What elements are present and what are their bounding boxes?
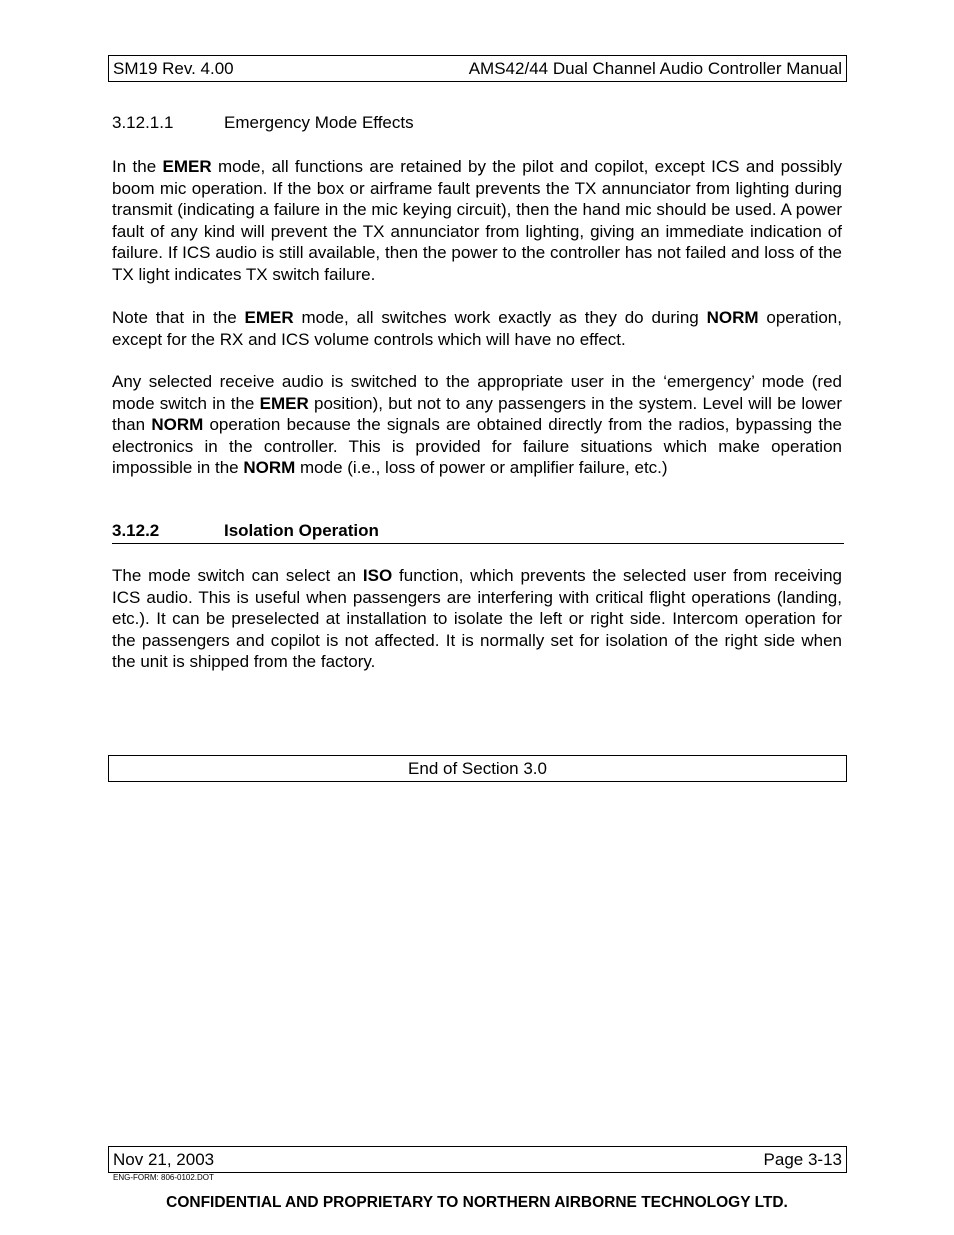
section-heading-3-12-2 bbox=[112, 520, 844, 544]
section-title: Emergency Mode Effects bbox=[224, 113, 414, 132]
text-run: mode (i.e., loss of power or amplifier failure, etc.) bbox=[295, 458, 668, 477]
page-header bbox=[108, 55, 847, 82]
footer-date: Nov 21, 2003 bbox=[113, 1150, 215, 1169]
section-heading-3-12-1-1 bbox=[112, 112, 842, 134]
text-run: mode, all functions are retained by the pilot and copilot, except ICS and possibly boom mic operation. If the box or airframe fault prevents the TX annunciator from lighting during transmit (indicating a failure in the mic keying circuit), then the hand mic should be used. A power fault of any kind will prevent the TX annunciator from lighting, giving an immediate indication of failure. If ICS audio is still available, then the power to the controller has not failed and loss of the TX light indicates TX switch failure. bbox=[112, 157, 842, 284]
bold-term: NORM bbox=[706, 308, 759, 327]
text-run: position), but not to any passengers in the system. Level will be lower than bbox=[112, 393, 842, 434]
text-run: In the bbox=[112, 157, 163, 176]
page-footer bbox=[108, 1146, 847, 1173]
paragraph-emergency-effects bbox=[112, 156, 842, 285]
confidentiality-notice: CONFIDENTIAL AND PROPRIETARY TO NORTHERN AIRBORNE TECHNOLOGY LTD. bbox=[166, 1194, 788, 1211]
footer-form-id: ENG-FORM: 806-0102.DOT bbox=[113, 1173, 214, 1182]
section-number: 3.12.2 bbox=[112, 521, 160, 540]
bold-term: ISO bbox=[362, 566, 393, 585]
text-run: The mode switch can select an bbox=[112, 566, 363, 585]
paragraph-isolation bbox=[112, 565, 842, 673]
text-run: operation because the signals are obtained directly from the radios, bypassing the electronics in the controller. This is provided for failure situations which make operation impossible in the bbox=[112, 415, 843, 477]
paragraph-emer-note bbox=[112, 307, 842, 350]
header-doc-id: SM19 Rev. 4.00 bbox=[113, 59, 234, 78]
text-run: operation, except for the RX and ICS volume controls which will have no effect. bbox=[112, 308, 842, 349]
section-title: Isolation Operation bbox=[224, 521, 379, 540]
bold-term: EMER bbox=[162, 157, 212, 176]
header-manual-title: AMS42/44 Dual Channel Audio Controller Manual bbox=[468, 59, 842, 78]
footer-page-number: Page 3-13 bbox=[763, 1150, 842, 1169]
bold-term: EMER bbox=[259, 393, 309, 413]
paragraph-receive-audio bbox=[112, 371, 842, 479]
end-of-section-box: End of Section 3.0 bbox=[108, 755, 847, 782]
bold-term: NORM bbox=[151, 415, 204, 434]
bold-term: EMER bbox=[244, 308, 294, 327]
text-run: Note that in the bbox=[112, 308, 245, 327]
text-run: Any selected receive audio is switched to the appropriate user in the ‘emergency’ mode (red mode switch in the bbox=[112, 372, 842, 413]
text-run: function, which prevents the selected user from receiving ICS audio. This is useful when passengers are interfering with critical flight operations (landing, etc.). It can be preselected at installation to isolate the left or right side. Intercom operation for the passengers and copilot is not affected. It is normally set for isolation of the right side when the unit is shipped from the factory. bbox=[112, 566, 842, 671]
text-run: mode, all switches work exactly as they do during bbox=[293, 308, 707, 327]
section-number: 3.12.1.1 bbox=[112, 113, 174, 132]
bold-term: NORM bbox=[243, 458, 296, 477]
